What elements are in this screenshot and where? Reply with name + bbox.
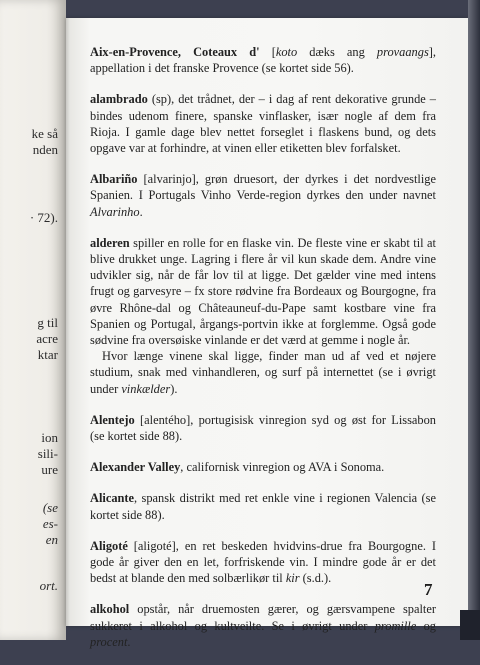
entry-paragraph [90,490,436,522]
italic-term: kir [285,571,300,586]
book-spine-corner [460,610,480,640]
facing-page-text-fragment: sili- [37,446,58,461]
entry-text: (s.d.). [299,571,332,586]
dictionary-entry [90,91,436,156]
entry-text: spiller en rolle for en flaske vin. De fleste vine er skabt til at blive drukket unge. Lagring i flere år vil kun skade dem. Andre vine udvikler sig, når de får lov til at ligge. Det gælder vine med intens frugt og garvesyre – fx store rødvine fra Bordeaux og Bourgogne, fra øvre Rhône-dal og Châteauneuf-du-Pape samt kostbare vine fra Spanien og Portugal, årgangs-portvin ikke at forglemme. Også gode sødvine fra oversøiske vinlande er det værd at gemme i nogle år. [90,235,436,348]
italic-term: Alvarinho [90,204,140,219]
entry-text: og [416,618,436,633]
facing-page-text-fragment: g til [37,315,58,330]
facing-page-text-fragment: nden [32,142,58,157]
entry-headword: alambrado [90,92,148,107]
italic-term: procent [90,634,128,649]
entry-text: opstår, når druemosten gærer, og gærsvampene spalter sukkeret i alkohol og kultveilte. Se i øvrigt under [90,602,436,633]
entry-text: . [139,204,143,219]
entry-text: dæks ang [297,45,377,59]
entry-text: ). [170,381,178,396]
dictionary-entry [90,235,436,397]
facing-page-text-fragment: es- [42,516,58,531]
dictionary-entry [90,412,436,444]
entry-paragraph [90,235,436,348]
entry-text: [alvarinjo], grøn druesort, der dyrkes i det nordvestlige Spanien. I Portugals Vinho Verde-region dyrkes den under navnet [90,172,436,203]
facing-page-text-fragment: (se [42,500,58,515]
italic-term: promille [374,618,417,633]
facing-page-text-fragment: en [45,532,58,547]
entry-text: . [127,634,131,649]
entry-paragraph [90,44,436,76]
dictionary-entry [90,459,436,475]
entry-text: (sp), det trådnet, der – i dag af rent dekorative grunde – bindes udenom finere, spanske vinflasker, især nogle af dem fra Rioja. I gamle dage blev nettet forseglet i flaskens bund, og dets opgave var at forhindre, at vinen eller etiketten blev forfalsket. [90,92,436,156]
entry-headword: alkohol [90,602,130,617]
entry-paragraph [90,538,436,587]
dictionary-entry [90,44,436,76]
entry-paragraph [90,601,436,650]
facing-page [0,0,66,640]
italic-term: provaangs [376,45,429,59]
facing-page-text-fragment: ion [41,430,58,445]
entry-paragraph [90,459,436,475]
dictionary-entry [90,538,436,587]
entry-text: , californisk vinregion og AVA i Sonoma. [180,460,385,475]
page-number: 7 [424,580,433,599]
entry-text: [aligoté], en ret beskeden hvidvins-drue fra Bourgogne. I gode år giver den en let, forfriskende vin. I mindre gode år er det bedst at blande den med solbærlikør til [90,538,436,586]
italic-term: koto [275,45,298,59]
entry-headword: alderen [90,235,130,250]
entry-text: [ [259,45,276,59]
facing-page-text-fragment: ure [41,462,58,477]
entry-headword: Alentejo [90,412,135,427]
entry-headword: Alexander Valley [90,460,181,475]
dictionary-entries [90,44,436,665]
dictionary-entry [90,171,436,220]
facing-page-text-fragment: ke så [31,126,58,141]
dictionary-entry [90,490,436,522]
entry-headword: Alicante [90,491,135,506]
facing-page-text-fragment: · 72). [29,210,58,225]
entry-text: [alentého], portugisisk vinregion syd og øst for Lissabon (se kortet side 88). [90,412,436,444]
dictionary-entry [90,601,436,650]
book-spine [468,0,480,640]
entry-headword: Albariño [90,172,138,187]
entry-paragraph [90,171,436,220]
italic-term: vinkælder [121,381,171,396]
entry-headword: Aligoté [90,538,128,553]
facing-page-text-fragment: ort. [39,578,58,593]
entry-paragraph [90,348,436,397]
entry-paragraph [90,91,436,156]
entry-text: , spansk distrikt med ret enkle vine i regionen Valencia (se kortet side 88). [90,491,436,522]
facing-page-text-fragment: acre [36,331,58,346]
entry-headword: Aix-en-Provence, Coteaux d' [90,45,260,59]
entry-text: ], appellation i det franske Provence (se kortet side 56). [90,45,436,76]
facing-page-text-fragment: ktar [37,347,58,362]
page-gutter-shadow [66,18,70,626]
entry-text: Hvor længe vinene skal ligge, finder man ud af ved et nøjere studium, snak med vinhandleren, og surf på internettet (se i øvrigt under [90,349,436,396]
entry-paragraph [90,412,436,444]
